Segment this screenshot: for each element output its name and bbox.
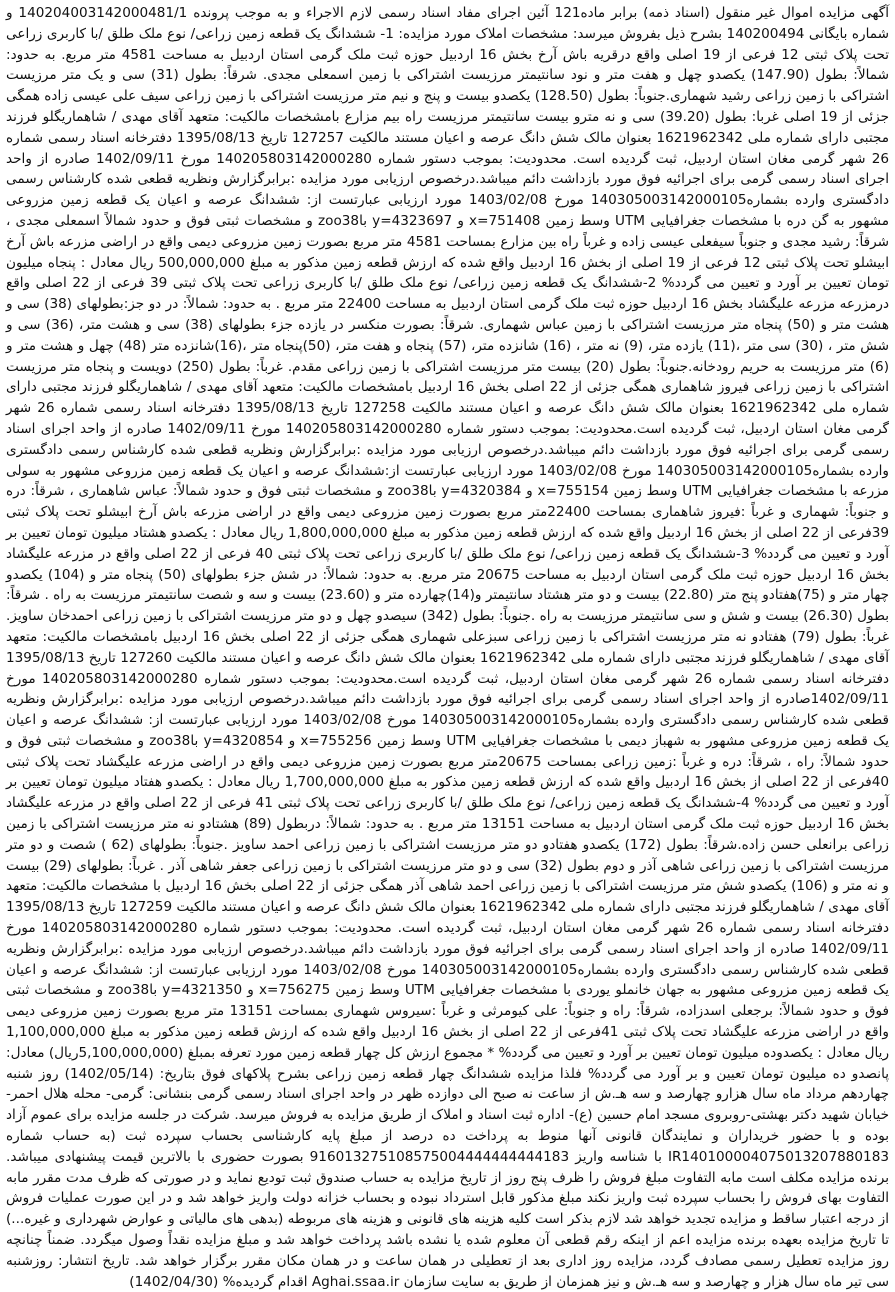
auction-notice-text: آگهی مزایده اموال غیر منقول (اسناد ذمه) برابر ماده121 آئین اجرای مفاد اسناد رسمی لازم الاجراء و به موجب پرونده 140204003142000481/1 و شماره بایگانی 140200494 بشرح ذیل بفروش میرسد: مشخصات املاک مورد مزایده: 1- ششدانگ یک قطعه زمین زراعی/ نوع ملک طلق /با کاربری زراعی تحت پلاک ثبتی 12 فرعی از 19 اصلی واقع درقریه باش آرخ بخش 16 اردبیل حوزه ثبت ملک گرمی استان اردبیل به مساحت 4581 متر مربع. به حدود: شمالاً: بطول (147.90) یکصدو چهل و هفت متر و نود سانتیمتر مرزیست اشتراکی با زمین اسمعلی مجدی. شرقاً: بطول (31) سی و یک متر مرزیست اشتراکی با زمین زراعی رشید شهماری.جنوباً: بطول (128.50) یکصدو بیست و پنج و نیم متر مرزیست اشتراکی با زمین زراعی سیف علی عیسی زاده همگی جزئی از 19 اصلی غربا: بطول (39.20) سی و نه مترو بیست سانتیمتر مرزیست راه بیم مزارع بامشخصات مالکیت: متعهد آقای مهدی / شاهماریگلو فرزند مجتبی دارای شماره ملی 1621962342 بعنوان مالک شش دانگ عرصه و اعیان مستند مالکیت 127257 تاریخ 1395/08/13 دفترخانه اسناد رسمی شماره 26 شهر گرمی مغان استان اردبیل، ثبت گردیده است. محدودیت: بموجب دستور شماره 140205803142000280 مورخ 1402/09/11 صادره از واحد اجرای اسناد رسمی گرمی برای اجرائیه فوق مورد بازداشت دائم میباشد.درخصوص ارزیابی مورد مزایده :برابرگزارش ونظریه قطعی شده کارشناس رسمی دادگستری وارده بشماره140305003142000105 مورخ 1403/02/08 مورد ارزیابی عبارتست از: ششدانگ عرصه و اعیان یک قطعه زمین مزروعی مشهور به گن دره با مشخصات جغرافیایی UTM وسط زمین 751408=x و 4323697=y باzoo38 و مشخصات ثبتی فوق و حدود شمالاً اسمعلی مجدی ، شرقاً: رشید مجدی و جنوباً سیفعلی عیسی زاده و غرباً راه بین مزارع بمساحت 4581 متر مربع بصورت زمین مزروعی دیمی واقع در اراضی مزرعه باش آرخ ابیشلو تحت پلاک ثبتی 12 فرعی از 19 اصلی از بخش 16 اردبیل واقع شده که ارزش قطعه زمین مذکور به مبلغ 500,000,000 ریال معادل : پنجاه میلیون تومان تعیین بر آورد و تعیین می گردد% 2-ششدانگ یک قطعه زمین زراعی/ نوع ملک طلق /با کاربری زراعی تحت پلاک ثبتی 39 فرعی از 22 اصلی واقع درمزرعه مزرعه علیگشاد بخش 16 اردبیل حوزه ثبت ملک گرمی استان اردبیل به مساحت 22400 متر مربع . به حدود: شمالاً: در دو جز:بطولهای (38) سی و هشت متر و (50) پنجاه متر مرزیست اشتراکی با زمین عباس شهماری. شرقاً: بصورت منکسر در یازده جزء بطولهای (38) سی و هشت متر، (36) سی و شش متر ، (30) سی متر ،(11) یازده متر، (9) نه متر ، (16) شانزده متر، (57) پنجاه و هفت متر، (50)پنجاه متر ،(16)شانزده متر (48) چهل و هشت متر و (6) متر مرزیست به حریم رودخانه.جنوباً: بطول (20) بیست متر مرزیست اشتراکی با زمین زراعی مقدم. غرباً: بطول (250) دویست و پنجاه متر مرزیست اشتراکی با زمین زراعی فیروز شاهماری همگی جزئی از 22 اصلی بخش 16 اردبیل بامشخصات مالکیت: متعهد آقای مهدی / شاهماریگلو فرزند مجتبی دارای شماره ملی 1621962342 بعنوان مالک شش دانگ عرصه و اعیان مستند مالکیت 127258 تاریخ 1395/08/13 دفترخانه اسناد رسمی شماره 26 شهر گرمی مغان استان اردبیل، ثبت گردیده است.محدودیت: بموجب دستور شماره 140205803142000280 مورخ 1402/09/11 صادره از واحد اجرای اسناد رسمی گرمی برای اجرائیه فوق مورد بازداشت دائم میباشد.درخصوص ارزیابی مورد مزایده :برابرگزارش ونظریه قطعی شده کارشناس رسمی دادگستری وارده بشماره140305003142000105 مورخ 1403/02/08 مورد ارزیابی عبارتست از:ششدانگ عرصه و اعیان یک قطعه زمین مزروعی مشهور به سولی مزرعه با مشخصات جغرافیایی UTM وسط زمین 755154=x و 4320384=y باzoo38 و مشخصات ثبتی فوق و حدود شمالاً: عباس شاهماری ، شرقاً: دره و جنوباً: شهماری و غرباً :فیروز شاهماری بمساحت 22400متر مربع بصورت زمین مزروعی دیمی واقع در اراضی مزرعه باش آرخ ابیشلو تحت پلاک ثبتی 39فرعی از 22 اصلی از بخش 16 اردبیل واقع شده که ارزش قطعه زمین مذکور به مبلغ 1,800,000,000 ریال معادل : یکصدو هشتاد میلیون تومان تعیین بر آورد و تعیین می گردد% 3-ششدانگ یک قطعه زمین زراعی/ نوع ملک طلق /با کاربری زراعی تحت پلاک ثبتی 40 فرعی از 22 اصلی واقع در مزرعه علیگشاد بخش 16 اردبیل حوزه ثبت ملک گرمی استان اردبیل به مساحت 20675 متر مربع. به حدود: شمالاً: در شش جزء بطولهای (50) پنجاه متر و (104) یکصدو چهار متر و (75)هفتادو پنج متر (22.80) بیست و دو متر هشتاد سانتیمتر و(14)چهارده متر و (23.60) بیست و سه و شصت سانتیمتر مرزیست به راه . شرقاً: بطول (26.30) بیست و شش و سی سانتیمتر مرزیست به راه .جنوباً: بطول (342) سیصدو چهل و دو متر مرزیست اشتراکی با زمین زراعی احمدخان ساویز. غرباً: بطول (79) هفتادو نه متر مرزیست اشتراکی با زمین زراعی سبزعلی شهماری همگی جزئی از 22 اصلی بخش 16 اردبیل بامشخصات مالکیت: متعهد آقای مهدی / شاهماریگلو فرزند مجتبی دارای شماره ملی 1621962342 بعنوان مالک شش دانگ عرصه و اعیان مستند مالکیت 127260 تاریخ 1395/08/13 دفترخانه اسناد رسمی شماره 26 شهر گرمی مغان استان اردبیل، ثبت گردیده است.محدودیت: بموجب دستور شماره 140205803142000280 مورخ 1402/09/11صادره از واحد اجرای اسناد رسمی گرمی برای اجرائیه فوق مورد بازداشت دائم میباشد.درخصوص ارزیابی مورد مزایده :برابرگزارش ونظریه قطعی شده کارشناس رسمی دادگستری وارده بشماره140305003142000105 مورخ 1403/02/08 مورد ارزیابی عبارتست از: ششدانگ عرصه و اعیان یک قطعه زمین مزروعی مشهور به شهباز دیمی با مشخصات جغرافیایی UTM وسط زمین 755256=x و 4320854=y باzoo38 و مشخصات ثبتی فوق و حدود شمالاً: راه ، شرقاً: دره و غرباً :زمین زراعی بمساحت 20675متر مربع بصورت زمین مزروعی دیمی واقع در اراضی مزرعه علیگشاد تحت پلاک ثبتی 40فرعی از 22 اصلی از بخش 16 اردبیل واقع شده که ارزش قطعه زمین مذکور به مبلغ 1,700,000,000 ریال معادل : یکصدو هفتاد میلیون تومان تعیین بر آورد و تعیین می گردد% 4-ششدانگ یک قطعه زمین زراعی/ نوع ملک طلق /با کاربری زراعی تحت پلاک ثبتی 41 فرعی از 22 اصلی واقع در مزرعه علیگشاد بخش 16 اردبیل حوزه ثبت ملک گرمی استان اردبیل به مساحت 13151 متر مربع . به حدود: شمالاً: دربطول (89) هشتادو نه متر مرزیست اشتراکی با زمین زراعی برانعلی حسن زاده.شرقاً: بطول (172) یکصدو هفتادو دو متر مرزیست اشتراکی با زمین زراعی احمد ساویز .جنوباً: بطولهای (62 ) شصت و دو متر مرزیست اشتراکی با زمین زراعی شاهی آذر و دوم بطول (32) سی و دو متر مرزیست اشتراکی با زمین زراعی جعفر شاهی آذر . غرباً: بطولهای (29) بیست و نه متر و (106) یکصدو شش متر مرزیست اشتراکی با زمین زراعی احمد شاهی آذر همگی جزئی از 22 اصلی بخش 16 اردبیل با مشخصات مالکیت: متعهد آقای مهدی / شاهماریگلو فرزند مجتبی دارای شماره ملی 1621962342 بعنوان مالک شش دانگ عرصه و اعیان مستند مالکیت 127259 تاریخ 1395/08/13 دفترخانه اسناد رسمی شماره 26 شهر گرمی مغان استان اردبیل، ثبت گردیده است. محدودیت: بموجب دستور شماره 140205803142000280 مورخ 1402/09/11 صادره از واحد اجرای اسناد رسمی گرمی برای اجرائیه فوق مورد بازداشت دائم میباشد.درخصوص ارزیابی مورد مزایده :برابرگزارش ونظریه قطعی شده کارشناس رسمی دادگستری وارده بشماره140305003142000105 مورخ 1403/02/08 مورد ارزیابی عبارتست از: ششدانگ عرصه و اعیان یک قطعه زمین مزروعی مشهور به جهان خانملو یوردی با مشخصات جغرافیایی UTM وسط زمین 756275=x و 4321350=y باzoo38 و مشخصات ثبتی فوق و حدود شمالاً: برجعلی اسدزاده، شرقاً: راه و جنوباً: علی کیومرثی و غرباً :سیروس شهماری بمساحت 13151 متر مربع بصورت زمین مزروعی دیمی واقع در اراضی مزرعه علیگشاد تحت پلاک ثبتی 41فرعی از 22 اصلی از بخش 16 اردبیل واقع شده که ارزش قطعه زمین مذکور به مبلغ 1,100,000,000 ریال معادل : یکصدوده میلیون تومان تعیین بر آورد و تعیین می گردد% * مجموع ارزش کل چهار قطعه زمین مورد تعرفه بمبلغ (5,100,000,000ریال) معادل: پانصدو ده میلیون تومان تعیین و بر آورد می گردد% فلذا مزایده ششدانگ چهار قطعه زمین زراعی بشرح پلاکهای فوق بتاریخ: (1402/05/14) روز شنبه چهاردهم مرداد ماه سال هزارو چهارصد و سه هـ.ش از ساعت نه صبح الی دوازده ظهر در واحد اجرای اسناد رسمی گرمی بنشانی: گرمی- محله هلال احمر-خیابان شهید دکتر بهشتی-روبروی مسجد امام حسین (ع)- اداره ثبت اسناد و املاک از طریق مزایده به فروش میرسد. شرکت در جلسه مزایده برای عموم آزاد بوده و با حضور خریداران و نمایندگان قانونی آنها منوط به پرداخت ده درصد از مبلغ پایه کارشناسی بحساب سپرده ثبت (به حساب شماره IR140100004075013207880183 با شناسه واریز 916013275108575004444444444183 بصورت حضوری با بالاترین قیمت پیشنهادی میباشد. برنده مزایده مکلف است مابه التفاوت مبلغ فروش را ظرف پنج روز از تاریخ مزایده به حساب صندوق ثبت تودیع نماید و در صورتی که ظرف مدت مقرر مابه التفاوت بهای فروش را بحساب سپرده ثبت واریز نکند مبلغ مذکور قابل استرداد نبوده و بحساب خزانه دولت واریز خواهد شد و در این صورت عملیات فروش از درجه اعتبار ساقط و مزایده تجدید خواهد شد لازم بذکر است کلیه هزینه های قانونی و هزینه های مربوطه (بدهی های مالیاتی و عوارض شهرداری و غیره...) تا تاریخ مزایده بعهده برنده مزایده اعم از اینکه رقم قطعی آن معلوم شده یا نشده باشد پرداخت خواهد شد و مبلغ مزایده نقداً وصول میگردد. ضمناً چنانچه روز مزایده تعطیل رسمی مصادف گردد، مزایده روز اداری بعد از تعطیلی در همان ساعت و در همان مکان مقرر برگزار خواهد شد. تاریخ انتشار: روزشنبه سی تیر ماه سال هزار و چهارصد و سه هـ.ش و نیز همزمان از طریق به سایت سازمان Aghai.ssaa.ir اقدام گردیده% (1402/04/30) (6, 5, 890, 1290)
